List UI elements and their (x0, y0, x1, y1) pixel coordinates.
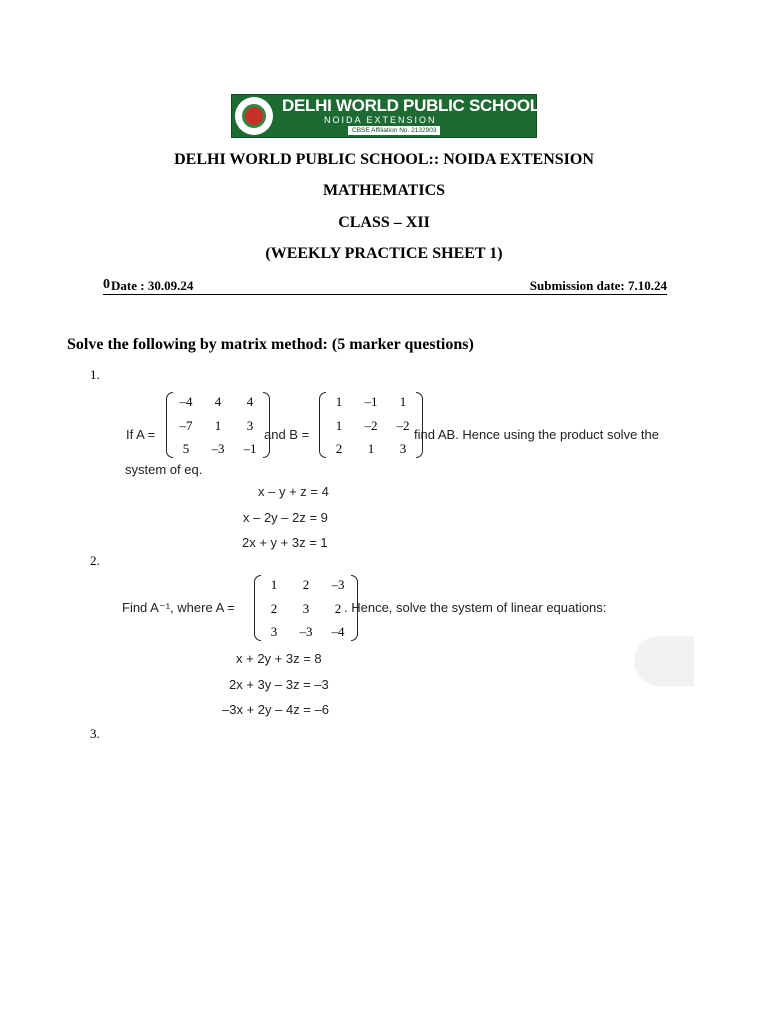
matrix-entry: 3 (399, 441, 407, 456)
matrix-entry: 1 (335, 417, 343, 433)
matrix-entry: –3 (299, 624, 313, 639)
q2-equation-2: 2x + 3y – 3z = –3 (229, 677, 329, 692)
matrix-entry: 1 (270, 577, 278, 592)
q1-text-find: find AB. Hence using the product solve the (414, 427, 659, 442)
date-prefix: 0 (103, 277, 110, 292)
q2-equation-3: –3x + 2y – 4z = –6 (222, 702, 329, 717)
matrix-entry: –4 (331, 624, 345, 639)
date-line (103, 278, 667, 295)
matrix-entry: –2 (396, 417, 410, 433)
q1-text-and: and B = (264, 427, 310, 442)
logo-title: DELHI WORLD PUBLIC SCHOOL (282, 96, 540, 115)
question-number: 1. (90, 367, 100, 382)
matrix-entry: 1 (214, 417, 222, 433)
q2-matrix-a (254, 575, 358, 641)
issue-date: Date : 30.09.24 (111, 278, 194, 293)
submission-date: Submission date: 7.10.24 (529, 278, 667, 293)
matrix-entry: 3 (302, 600, 310, 616)
q2-equation-1: x + 2y + 3z = 8 (236, 651, 322, 666)
logo-subtitle: NOIDA EXTENSION (324, 115, 437, 125)
matrix-entry: 2 (334, 600, 342, 616)
q1-matrix-b (319, 392, 423, 458)
matrix-entry: 1 (399, 394, 407, 409)
matrix-entry: 3 (270, 624, 278, 639)
q1-equation-2: x – 2y – 2z = 9 (243, 510, 328, 525)
q2-text-find: Find A⁻¹, where A = (122, 600, 235, 615)
q1-equation-1: x – y + z = 4 (258, 484, 329, 499)
matrix-entry: 1 (367, 441, 375, 456)
q1-matrix-a (166, 392, 270, 458)
sheet-heading: (WEEKLY PRACTICE SHEET 1) (265, 245, 503, 262)
matrix-entry: –1 (243, 441, 257, 456)
matrix-entry: –3 (331, 577, 345, 592)
matrix-entry: 4 (214, 394, 222, 409)
matrix-entry: 4 (246, 394, 254, 409)
q1-text-cont: system of eq. (125, 462, 203, 477)
q2-text-after: . Hence, solve the system of linear equations: (344, 600, 607, 615)
school-emblem-icon (235, 97, 273, 135)
logo-affiliation: CBSE Affiliation No. 2132903 (348, 126, 440, 135)
school-logo (231, 94, 540, 138)
matrix-entry: –1 (364, 394, 378, 409)
matrix-entry: 2 (270, 600, 278, 616)
matrix-entry: 3 (246, 417, 254, 433)
school-heading: DELHI WORLD PUBLIC SCHOOL:: NOIDA EXTENSION (174, 151, 594, 168)
matrix-entry: –7 (179, 417, 193, 433)
matrix-entry: 2 (302, 577, 310, 592)
q1-equation-3: 2x + y + 3z = 1 (242, 535, 328, 550)
instruction: Solve the following by matrix method: (5 marker questions) (67, 336, 474, 353)
question-number: 2. (90, 553, 100, 568)
question-number: 3. (90, 726, 100, 741)
matrix-entry: –4 (179, 394, 193, 409)
matrix-entry: 2 (335, 441, 343, 456)
scroll-overlay-shape (634, 636, 694, 686)
matrix-entry: –2 (364, 417, 378, 433)
class-heading: CLASS – XII (338, 214, 430, 231)
matrix-entry: 5 (182, 441, 190, 456)
matrix-entry: 1 (335, 394, 343, 409)
q1-text-if: If A = (126, 427, 156, 442)
subject-heading: MATHEMATICS (322, 182, 446, 199)
matrix-entry: –3 (211, 441, 225, 456)
